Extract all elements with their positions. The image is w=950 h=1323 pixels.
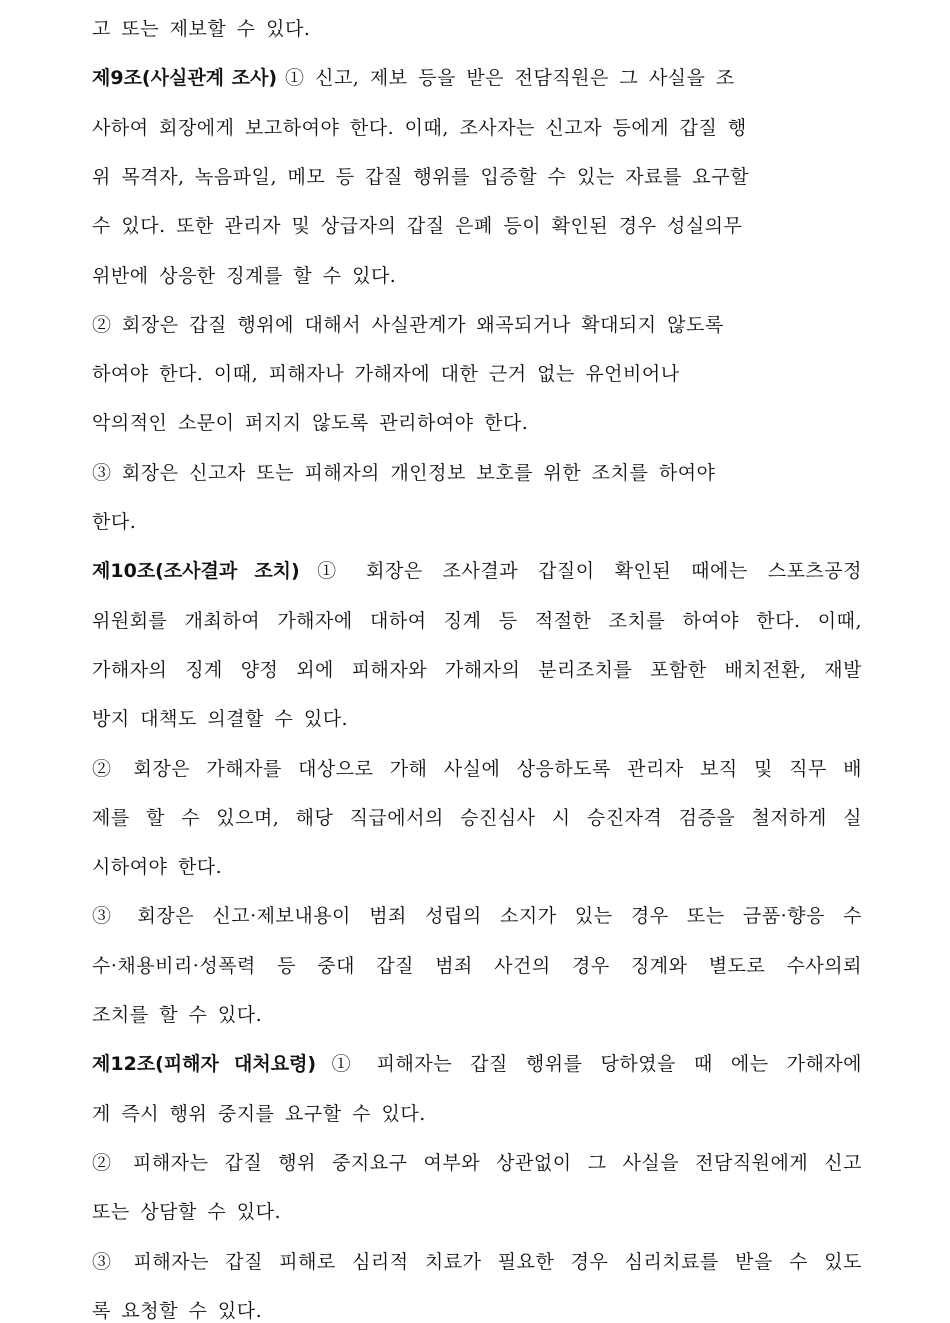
document-line (92, 658, 862, 682)
article-heading: 제12조(피해자 대처요령) (92, 1053, 317, 1076)
line-text: 사하여 회장에게 보고하여야 한다. 이때, 조사자는 신고자 등에게 갑질 행 (92, 116, 747, 139)
line-text: ① 피해자는 갑질 행위를 당하였을 때 에는 가해자에 (324, 1053, 863, 1076)
line-text: 위 목격자, 녹음파일, 메모 등 갑질 행위를 입증할 수 있는 자료를 요구할 (92, 165, 749, 188)
line-text: 록 요청할 수 있다. (92, 1299, 263, 1322)
line-text: 고 또는 제보할 수 있다. (92, 18, 311, 40)
line-text: 수·채용비리·성폭력 등 중대 갑질 범죄 사건의 경우 징계와 별도로 수사의뢰 (92, 954, 862, 977)
article-heading: 제9조(사실관계 조사) (92, 67, 278, 90)
line-text: 위원회를 개최하여 가해자에 대하여 징계 등 적절한 조치를 하여야 한다. 이때, (92, 609, 862, 632)
line-text: ② 회장은 갑질 행위에 대해서 사실관계가 왜곡되거나 확대되지 않도록 (92, 313, 724, 336)
document-line (92, 757, 862, 781)
line-text: 가해자의 징계 양정 외에 피해자와 가해자의 분리조치를 포함한 배치전환, 재발 (92, 658, 862, 681)
document-line (92, 1102, 862, 1126)
line-text: 게 즉시 행위 중지를 요구할 수 있다. (92, 1102, 426, 1125)
document-line (92, 17, 862, 41)
line-text: 방지 대책도 의결할 수 있다. (92, 708, 349, 731)
document-line (92, 510, 862, 534)
document-line (92, 1052, 862, 1076)
document-line (92, 1299, 862, 1323)
line-text: 조치를 할 수 있다. (92, 1004, 263, 1026)
document-line (92, 214, 862, 238)
line-text: ③ 피해자는 갑질 피해로 심리적 치료가 필요한 경우 심리치료를 받을 수 있도 (92, 1250, 862, 1273)
line-text: ③ 회장은 신고자 또는 피해자의 개인정보 보호를 위한 조치를 하여야 (92, 461, 716, 484)
line-text: ① 회장은 조사결과 갑질이 확인된 때에는 스포츠공정 (307, 560, 862, 583)
document-line (92, 66, 862, 90)
line-text: 악의적인 소문이 퍼지지 않도록 관리하여야 한다. (92, 412, 529, 435)
document-line (92, 116, 862, 140)
document-line (92, 165, 862, 189)
line-text: 하여야 한다. 이때, 피해자나 가해자에 대한 근거 없는 유언비어나 (92, 363, 680, 386)
document-line (92, 707, 862, 731)
line-text: 또는 상담할 수 있다. (92, 1201, 281, 1224)
line-text: 한다. (92, 511, 137, 533)
document-line (92, 954, 862, 978)
line-text: 제를 할 수 있으며, 해당 직급에서의 승진심사 시 승진자격 검증을 철저하게 실 (92, 806, 862, 829)
line-text: 위반에 상응한 징계를 할 수 있다. (92, 264, 397, 287)
line-text: ② 피해자는 갑질 행위 중지요구 여부와 상관없이 그 사실을 전담직원에게 신고 (92, 1151, 862, 1174)
document-line (92, 806, 862, 830)
line-text: 시하여야 한다. (92, 856, 223, 879)
document-line (92, 609, 862, 633)
document-line (92, 1151, 862, 1175)
document-line (92, 1003, 862, 1027)
article-heading: 제10조(조사결과 조치) (92, 560, 300, 583)
line-text: ③ 회장은 신고·제보내용이 범죄 성립의 소지가 있는 경우 또는 금품·향응 수 (92, 905, 862, 928)
document-line (92, 264, 862, 288)
document-line (92, 904, 862, 928)
document-line (92, 1200, 862, 1224)
line-text: ① 신고, 제보 등을 받은 전담직원은 그 사실을 조 (285, 67, 735, 90)
line-text: ② 회장은 가해자를 대상으로 가해 사실에 상응하도록 관리자 보직 및 직무 배 (92, 757, 862, 780)
document-line (92, 313, 862, 337)
document-line (92, 1250, 862, 1274)
document-line (92, 559, 862, 583)
document-line (92, 362, 862, 386)
line-text: 수 있다. 또한 관리자 및 상급자의 갑질 은폐 등이 확인된 경우 성실의무 (92, 215, 743, 238)
document-line (92, 461, 862, 485)
document-line (92, 855, 862, 879)
document-line (92, 411, 862, 435)
